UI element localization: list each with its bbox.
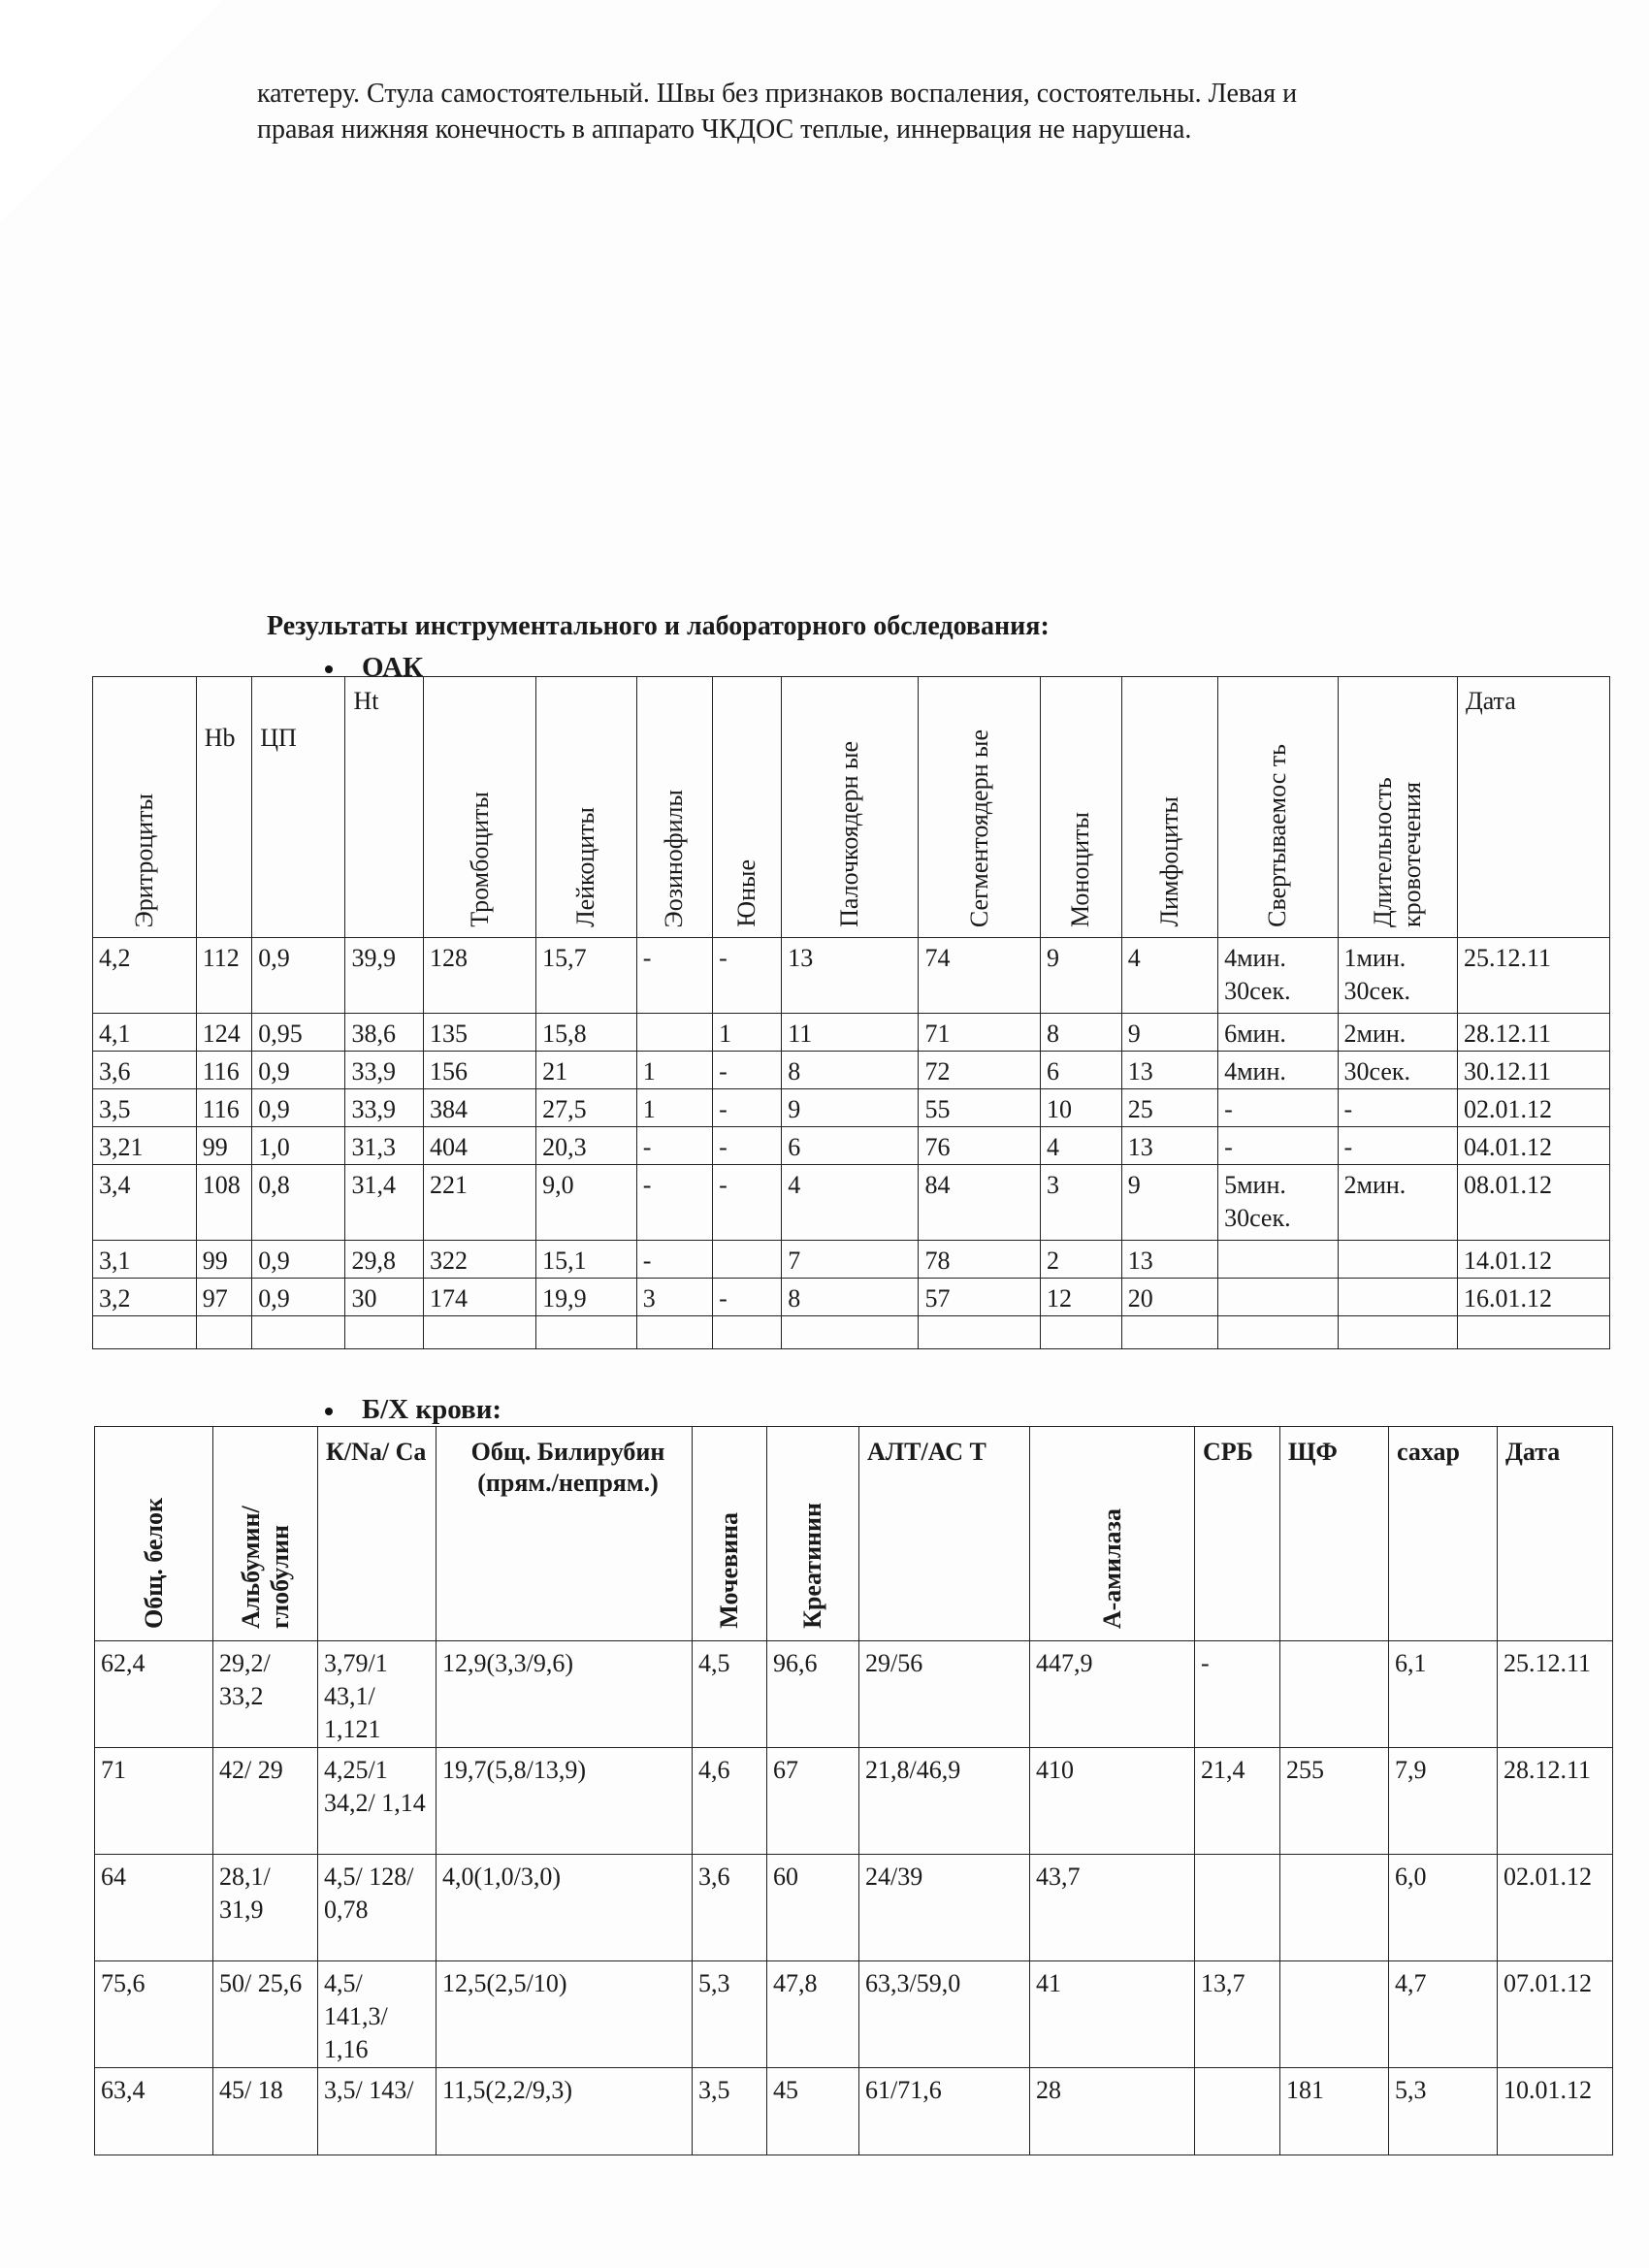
oak-table-cell: 4 bbox=[1041, 1127, 1122, 1165]
bx-table-body bbox=[95, 1641, 1613, 2155]
oak-table-cell: 04.01.12 bbox=[1457, 1127, 1609, 1165]
bx-table-cell: 28.12.11 bbox=[1498, 1748, 1613, 1855]
oak-table-cell: 31,3 bbox=[345, 1127, 424, 1165]
oak-table-cell: 15,1 bbox=[536, 1241, 637, 1279]
section-title: Результаты инструментального и лабораторного обследования: bbox=[267, 611, 1050, 641]
oak-table-cell: 1 bbox=[636, 1052, 712, 1089]
oak-table-cell: 3 bbox=[636, 1279, 712, 1316]
bx-col-header: К/Na/ Ca bbox=[318, 1427, 436, 1641]
intro-line-1: катетеру. Стула самостоятельный. Швы без признаков воспаления, состоятельны. Левая и bbox=[257, 79, 1298, 109]
oak-table-cell bbox=[1457, 1316, 1609, 1349]
oak-table-body bbox=[93, 938, 1610, 1349]
oak-table-cell: 0,9 bbox=[252, 1241, 345, 1279]
oak-table-cell bbox=[1338, 1241, 1457, 1279]
oak-col-header: Лейкоциты bbox=[536, 677, 637, 938]
oak-table-cell: 4,2 bbox=[93, 938, 197, 1014]
bx-table-cell: 64 bbox=[95, 1855, 213, 1961]
oak-table-cell: 31,4 bbox=[345, 1165, 424, 1241]
oak-table-cell: 38,6 bbox=[345, 1014, 424, 1052]
oak-col-header: Свертываемос ть bbox=[1218, 677, 1338, 938]
bx-table-cell: 6,1 bbox=[1389, 1641, 1498, 1748]
bx-table-cell: 4,0(1,0/3,0) bbox=[436, 1855, 693, 1961]
oak-table-cell: 9 bbox=[1041, 938, 1122, 1014]
oak-table-cell: 13 bbox=[1121, 1127, 1217, 1165]
bx-table-cell: 62,4 bbox=[95, 1641, 213, 1748]
oak-table-cell bbox=[424, 1316, 536, 1349]
bx-table-cell bbox=[1195, 2068, 1280, 2155]
oak-table-cell: 14.01.12 bbox=[1457, 1241, 1609, 1279]
bx-table-cell: 5,3 bbox=[1389, 2068, 1498, 2155]
oak-table-cell: - bbox=[1218, 1127, 1338, 1165]
bx-table-cell: 43,7 bbox=[1030, 1855, 1195, 1961]
oak-table-cell: 108 bbox=[196, 1165, 252, 1241]
oak-table-cell: 1,0 bbox=[252, 1127, 345, 1165]
bx-table-cell: 42/ 29 bbox=[213, 1748, 318, 1855]
bullet-icon bbox=[325, 665, 333, 673]
bx-table-cell bbox=[1280, 1961, 1389, 2068]
bx-table-cell: 19,7(5,8/13,9) bbox=[436, 1748, 693, 1855]
oak-table-cell: 08.01.12 bbox=[1457, 1165, 1609, 1241]
bx-table-cell bbox=[1280, 1641, 1389, 1748]
bx-table-cell: 12,9(3,3/9,6) bbox=[436, 1641, 693, 1748]
oak-table-cell: 5мин. 30сек. bbox=[1218, 1165, 1338, 1241]
oak-table-cell: 11 bbox=[782, 1014, 919, 1052]
bx-table-cell: 28,1/ 31,9 bbox=[213, 1855, 318, 1961]
oak-table-cell: - bbox=[713, 938, 782, 1014]
oak-table-cell: 13 bbox=[1121, 1241, 1217, 1279]
bx-table-cell: 7,9 bbox=[1389, 1748, 1498, 1855]
oak-table-cell: 9 bbox=[1121, 1165, 1217, 1241]
bullet-icon bbox=[325, 1408, 333, 1415]
oak-table-cell: 8 bbox=[1041, 1014, 1122, 1052]
oak-col-header: Ht bbox=[345, 677, 424, 938]
oak-table-cell: 4 bbox=[1121, 938, 1217, 1014]
bx-table-cell: - bbox=[1195, 1641, 1280, 1748]
bx-col-header: Общ. белок bbox=[95, 1427, 213, 1641]
bx-table-cell: 75,6 bbox=[95, 1961, 213, 2068]
oak-table-cell: - bbox=[636, 1241, 712, 1279]
oak-col-header: Лимфоциты bbox=[1121, 677, 1217, 938]
oak-table-cell: 9,0 bbox=[536, 1165, 637, 1241]
oak-table-cell: 21 bbox=[536, 1052, 637, 1089]
oak-table-cell: 72 bbox=[919, 1052, 1041, 1089]
oak-table-cell: 02.01.12 bbox=[1457, 1089, 1609, 1127]
bx-table-row bbox=[95, 2068, 1613, 2155]
oak-table-cell: 128 bbox=[424, 938, 536, 1014]
oak-table-cell: 135 bbox=[424, 1014, 536, 1052]
oak-col-header: Сегментоядерн ые bbox=[919, 677, 1041, 938]
oak-table-cell: 39,9 bbox=[345, 938, 424, 1014]
oak-table-cell: - bbox=[713, 1052, 782, 1089]
oak-table-cell: 8 bbox=[782, 1279, 919, 1316]
bx-table-cell: 61/71,6 bbox=[859, 2068, 1030, 2155]
bx-table-cell: 410 bbox=[1030, 1748, 1195, 1855]
oak-table-cell: 25.12.11 bbox=[1457, 938, 1609, 1014]
oak-table-cell: 6мин. bbox=[1218, 1014, 1338, 1052]
oak-col-header: Hb bbox=[196, 677, 252, 938]
bx-table-cell: 28 bbox=[1030, 2068, 1195, 2155]
bx-table-row bbox=[95, 1641, 1613, 1748]
oak-table-cell: 2мин. bbox=[1338, 1014, 1457, 1052]
oak-table-cell: - bbox=[636, 1165, 712, 1241]
oak-table-cell: - bbox=[713, 1165, 782, 1241]
oak-table-row bbox=[93, 1241, 1610, 1279]
oak-table-cell: 322 bbox=[424, 1241, 536, 1279]
oak-table-cell: 3 bbox=[1041, 1165, 1122, 1241]
bx-table-row bbox=[95, 1855, 1613, 1961]
oak-col-header: Эозинофилы bbox=[636, 677, 712, 938]
oak-table-cell: 9 bbox=[782, 1089, 919, 1127]
bx-table-cell: 12,5(2,5/10) bbox=[436, 1961, 693, 2068]
oak-table-cell bbox=[1218, 1279, 1338, 1316]
oak-table-cell: - bbox=[1338, 1127, 1457, 1165]
bx-table-cell: 3,5/ 143/ bbox=[318, 2068, 436, 2155]
oak-col-header: ЦП bbox=[252, 677, 345, 938]
oak-table-cell: 71 bbox=[919, 1014, 1041, 1052]
bx-table-cell: 6,0 bbox=[1389, 1855, 1498, 1961]
oak-table-cell bbox=[782, 1316, 919, 1349]
oak-table-cell: 116 bbox=[196, 1089, 252, 1127]
oak-table-cell: 29,8 bbox=[345, 1241, 424, 1279]
oak-table-cell: 99 bbox=[196, 1241, 252, 1279]
bx-table-cell: 71 bbox=[95, 1748, 213, 1855]
oak-table-cell: 4,1 bbox=[93, 1014, 197, 1052]
oak-table-cell: 0,9 bbox=[252, 938, 345, 1014]
oak-table-cell bbox=[713, 1241, 782, 1279]
bx-table-cell: 45 bbox=[767, 2068, 859, 2155]
bx-table-cell: 50/ 25,6 bbox=[213, 1961, 318, 2068]
oak-col-header: Эритроциты bbox=[93, 677, 197, 938]
bx-col-header: Дата bbox=[1498, 1427, 1613, 1641]
oak-table-cell: 19,9 bbox=[536, 1279, 637, 1316]
oak-table-cell: - bbox=[636, 1127, 712, 1165]
bx-table-cell: 29/56 bbox=[859, 1641, 1030, 1748]
oak-table-cell: - bbox=[713, 1127, 782, 1165]
oak-table-cell bbox=[252, 1316, 345, 1349]
bx-table-cell: 24/39 bbox=[859, 1855, 1030, 1961]
oak-table-cell: 404 bbox=[424, 1127, 536, 1165]
bx-col-header: Мочевина bbox=[693, 1427, 767, 1641]
bx-table-row bbox=[95, 1748, 1613, 1855]
oak-table-cell: 33,9 bbox=[345, 1052, 424, 1089]
bx-table-cell: 5,3 bbox=[693, 1961, 767, 2068]
oak-table-cell bbox=[1121, 1316, 1217, 1349]
oak-table-cell: 30.12.11 bbox=[1457, 1052, 1609, 1089]
oak-table-cell: 78 bbox=[919, 1241, 1041, 1279]
oak-table-cell: 6 bbox=[782, 1127, 919, 1165]
oak-table-cell: 4мин. 30сек. bbox=[1218, 938, 1338, 1014]
bx-table-cell: 25.12.11 bbox=[1498, 1641, 1613, 1748]
oak-table-cell: 112 bbox=[196, 938, 252, 1014]
bx-col-header: АЛТ/АС Т bbox=[859, 1427, 1030, 1641]
oak-table-cell: 124 bbox=[196, 1014, 252, 1052]
oak-table-cell: 33,9 bbox=[345, 1089, 424, 1127]
oak-table-cell: 13 bbox=[782, 938, 919, 1014]
oak-table-cell: 384 bbox=[424, 1089, 536, 1127]
bx-table-cell: 63,4 bbox=[95, 2068, 213, 2155]
bx-table-cell: 255 bbox=[1280, 1748, 1389, 1855]
bx-table-cell: 4,5/ 128/ 0,78 bbox=[318, 1855, 436, 1961]
oak-table-cell: 15,8 bbox=[536, 1014, 637, 1052]
oak-col-header: Юные bbox=[713, 677, 782, 938]
oak-col-header: Длительность кровотечения bbox=[1338, 677, 1457, 938]
oak-table-cell: 57 bbox=[919, 1279, 1041, 1316]
oak-table-cell: 0,9 bbox=[252, 1089, 345, 1127]
oak-table-cell: 97 bbox=[196, 1279, 252, 1316]
bx-label: Б/Х крови: bbox=[325, 1394, 501, 1426]
oak-table-cell: 1мин. 30сек. bbox=[1338, 938, 1457, 1014]
bx-col-header: СРБ bbox=[1195, 1427, 1280, 1641]
bx-table-cell: 4,6 bbox=[693, 1748, 767, 1855]
oak-table-cell: 0,95 bbox=[252, 1014, 345, 1052]
bx-table-cell: 96,6 bbox=[767, 1641, 859, 1748]
oak-table-row bbox=[93, 938, 1610, 1014]
oak-table bbox=[92, 676, 1610, 1349]
oak-table-cell bbox=[1338, 1279, 1457, 1316]
bx-table-cell bbox=[1195, 1855, 1280, 1961]
oak-table-cell: 30 bbox=[345, 1279, 424, 1316]
bx-col-header: А-амилаза bbox=[1030, 1427, 1195, 1641]
bx-table-cell: 47,8 bbox=[767, 1961, 859, 2068]
oak-table-cell: 0,9 bbox=[252, 1052, 345, 1089]
oak-col-header: Тромбоциты bbox=[424, 677, 536, 938]
bx-table-cell: 3,79/1 43,1/ 1,121 bbox=[318, 1641, 436, 1748]
oak-table-cell: 174 bbox=[424, 1279, 536, 1316]
bx-table-cell: 13,7 bbox=[1195, 1961, 1280, 2068]
oak-table-cell: 55 bbox=[919, 1089, 1041, 1127]
bx-col-header: Общ. Билирубин (прям./непрям.) bbox=[436, 1427, 693, 1641]
bx-col-header: Альбумин/ глобулин bbox=[213, 1427, 318, 1641]
bx-col-header: ЩФ bbox=[1280, 1427, 1389, 1641]
oak-table-cell: - bbox=[636, 938, 712, 1014]
oak-table-cell: 0,8 bbox=[252, 1165, 345, 1241]
oak-table-cell: 15,7 bbox=[536, 938, 637, 1014]
oak-table-cell: 116 bbox=[196, 1052, 252, 1089]
bx-table-cell: 45/ 18 bbox=[213, 2068, 318, 2155]
oak-table-cell: 27,5 bbox=[536, 1089, 637, 1127]
oak-table-row bbox=[93, 1127, 1610, 1165]
oak-table-cell: 74 bbox=[919, 938, 1041, 1014]
oak-table-cell: 13 bbox=[1121, 1052, 1217, 1089]
bx-table-row bbox=[95, 1961, 1613, 2068]
bx-table-cell: 4,5 bbox=[693, 1641, 767, 1748]
oak-table-cell bbox=[196, 1316, 252, 1349]
oak-table-cell: 25 bbox=[1121, 1089, 1217, 1127]
oak-table-cell bbox=[919, 1316, 1041, 1349]
oak-table-cell bbox=[713, 1316, 782, 1349]
oak-col-header: Дата bbox=[1457, 677, 1609, 938]
bx-table-cell: 41 bbox=[1030, 1961, 1195, 2068]
oak-table-cell bbox=[1218, 1316, 1338, 1349]
bx-table-cell: 02.01.12 bbox=[1498, 1855, 1613, 1961]
oak-table-cell: 30сек. bbox=[1338, 1052, 1457, 1089]
folded-corner bbox=[0, 0, 223, 223]
bx-table-cell: 3,5 bbox=[693, 2068, 767, 2155]
oak-table-cell: 10 bbox=[1041, 1089, 1122, 1127]
oak-table-cell: 99 bbox=[196, 1127, 252, 1165]
oak-table-cell: 20,3 bbox=[536, 1127, 637, 1165]
oak-table-cell: - bbox=[713, 1279, 782, 1316]
oak-table-cell: 4 bbox=[782, 1165, 919, 1241]
oak-table-row bbox=[93, 1165, 1610, 1241]
bx-header-row bbox=[95, 1427, 1613, 1641]
bx-table-cell: 21,4 bbox=[1195, 1748, 1280, 1855]
oak-table-cell bbox=[636, 1316, 712, 1349]
oak-header-row bbox=[93, 677, 1610, 938]
oak-table-row bbox=[93, 1279, 1610, 1316]
bx-table-cell: 4,5/ 141,3/ 1,16 bbox=[318, 1961, 436, 2068]
oak-table-cell: 8 bbox=[782, 1052, 919, 1089]
oak-table-cell bbox=[93, 1316, 197, 1349]
bx-table-cell: 29,2/ 33,2 bbox=[213, 1641, 318, 1748]
bx-table-cell: 10.01.12 bbox=[1498, 2068, 1613, 2155]
oak-table-cell: 3,4 bbox=[93, 1165, 197, 1241]
oak-table-cell: 1 bbox=[636, 1089, 712, 1127]
oak-table-cell bbox=[345, 1316, 424, 1349]
bx-col-header: сахар bbox=[1389, 1427, 1498, 1641]
oak-table-cell: - bbox=[713, 1089, 782, 1127]
oak-table-cell: 6 bbox=[1041, 1052, 1122, 1089]
oak-table-cell: - bbox=[1338, 1089, 1457, 1127]
oak-table-cell: 3,6 bbox=[93, 1052, 197, 1089]
oak-table-cell: 3,5 bbox=[93, 1089, 197, 1127]
oak-table-cell: 16.01.12 bbox=[1457, 1279, 1609, 1316]
oak-table-cell: 12 bbox=[1041, 1279, 1122, 1316]
oak-col-header: Моноциты bbox=[1041, 677, 1122, 938]
oak-table-cell: 156 bbox=[424, 1052, 536, 1089]
oak-table-cell: 221 bbox=[424, 1165, 536, 1241]
oak-table-row bbox=[93, 1052, 1610, 1089]
bx-table-cell: 07.01.12 bbox=[1498, 1961, 1613, 2068]
bx-col-header: Креатинин bbox=[767, 1427, 859, 1641]
intro-line-2: правая нижняя конечность в аппарато ЧКДОС теплые, иннервация не нарушена. bbox=[257, 114, 1192, 145]
oak-table-cell: 0,9 bbox=[252, 1279, 345, 1316]
oak-table-cell: 2 bbox=[1041, 1241, 1122, 1279]
bx-table-cell: 3,6 bbox=[693, 1855, 767, 1961]
oak-table-cell: 3,1 bbox=[93, 1241, 197, 1279]
oak-table-cell: - bbox=[1218, 1089, 1338, 1127]
bx-table-cell: 60 bbox=[767, 1855, 859, 1961]
oak-table-cell bbox=[1041, 1316, 1122, 1349]
bx-table-cell: 63,3/59,0 bbox=[859, 1961, 1030, 2068]
oak-table-cell bbox=[1338, 1316, 1457, 1349]
oak-table-cell: 76 bbox=[919, 1127, 1041, 1165]
oak-label: ОАК bbox=[325, 652, 423, 684]
oak-table-row bbox=[93, 1089, 1610, 1127]
oak-table-cell bbox=[636, 1014, 712, 1052]
oak-table-row bbox=[93, 1014, 1610, 1052]
bx-table-cell: 4,25/1 34,2/ 1,14 bbox=[318, 1748, 436, 1855]
bx-table bbox=[94, 1426, 1613, 2155]
oak-table-cell bbox=[1218, 1241, 1338, 1279]
oak-table-cell: 9 bbox=[1121, 1014, 1217, 1052]
bx-table-cell: 67 bbox=[767, 1748, 859, 1855]
bx-table-cell: 21,8/46,9 bbox=[859, 1748, 1030, 1855]
bx-table-cell: 447,9 bbox=[1030, 1641, 1195, 1748]
oak-table-cell: 2мин. bbox=[1338, 1165, 1457, 1241]
oak-col-header: Палочкоядерн ые bbox=[782, 677, 919, 938]
oak-table-cell: 1 bbox=[713, 1014, 782, 1052]
intro-text bbox=[257, 76, 1547, 147]
oak-table-cell: 28.12.11 bbox=[1457, 1014, 1609, 1052]
oak-table-cell bbox=[536, 1316, 637, 1349]
oak-table-cell: 84 bbox=[919, 1165, 1041, 1241]
oak-table-cell: 4мин. bbox=[1218, 1052, 1338, 1089]
bx-table-cell bbox=[1280, 1855, 1389, 1961]
oak-table-cell: 20 bbox=[1121, 1279, 1217, 1316]
oak-table-cell: 7 bbox=[782, 1241, 919, 1279]
bx-table-cell: 11,5(2,2/9,3) bbox=[436, 2068, 693, 2155]
oak-table-cell: 3,21 bbox=[93, 1127, 197, 1165]
bx-table-cell: 181 bbox=[1280, 2068, 1389, 2155]
bx-table-cell: 4,7 bbox=[1389, 1961, 1498, 2068]
oak-table-row bbox=[93, 1316, 1610, 1349]
oak-table-cell: 3,2 bbox=[93, 1279, 197, 1316]
